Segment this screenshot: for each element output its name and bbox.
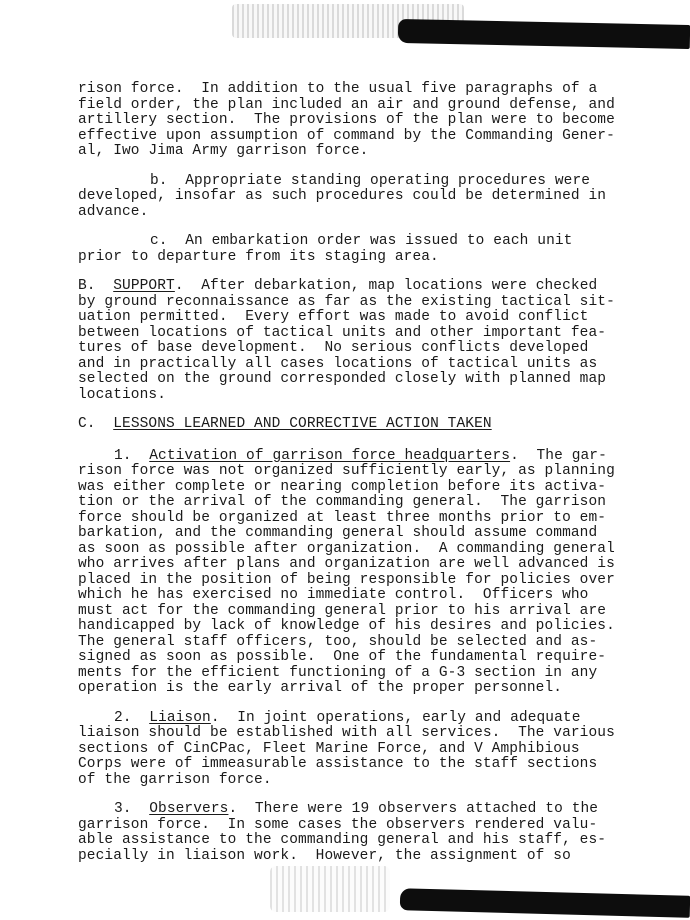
section-b-support [78,279,650,403]
text-line: able assistance to the commanding general and his staff, es- [78,832,607,848]
text-line: rison force was not organized sufficiently early, as planning [78,463,615,479]
text-line: must act for the commanding general prior to his arrival are [78,602,607,619]
text-line: Corps were of immeasurable assistance to the staff sections [78,756,598,772]
text-line: 3. Observers. There were 19 observers attached to the [114,801,599,817]
text-line: handicapped by lack of knowledge of his desires and policies. [78,618,615,634]
section-heading: SUPPORT [113,278,175,294]
text-line: tures of base development. No serious conflicts developed [78,340,589,356]
section-label: C. [78,416,96,432]
text-line: operation is the early arrival of the proper personnel. [78,680,563,696]
text-line: between locations of tactical units and other important fea- [78,324,607,341]
text-line: field order, the plan included an air and ground defense, and [78,96,615,113]
lesson-title: Observers [149,801,229,817]
redaction-bar-bottom [400,888,690,918]
text-line: garrison force. In some cases the observers rendered valu- [78,816,598,833]
text-line: c. An embarkation order was issued to each unit [150,233,573,249]
text-line [78,417,650,433]
text-line: as soon as possible after organization. A commanding general [78,540,615,557]
text-line: sections of CinCPac, Fleet Marine Force, and V Amphibious [78,740,580,757]
text-line: of the garrison force. [78,771,272,788]
paragraph-label: 2. [114,709,132,726]
text-line: developed, insofar as such procedures could be determined in [78,188,607,204]
text-line: liaison should be established with all services. The various [78,725,615,741]
text-line: rison force. In addition to the usual five paragraphs of a [78,81,598,97]
continuation-paragraph [78,82,650,160]
section-label: B. [78,278,96,294]
text-line: force should be organized at least three months prior to em- [78,509,607,526]
text-line: uation permitted. Every effort was made to avoid conflict [78,309,589,325]
section-heading: LESSONS LEARNED AND CORRECTIVE ACTION TAKEN [113,416,492,432]
text-line: selected on the ground corresponded closely with planned map [78,371,607,387]
text-line: was either complete or nearing completion before its activa- [78,478,607,495]
lesson-observers [78,802,650,864]
paragraph-label: 3. [114,801,132,817]
lesson-title: Liaison [149,709,211,726]
text-line: artillery section. The provisions of the plan were to become [78,112,615,128]
text-line: effective upon assumption of command by the Commanding Gener- [78,127,615,144]
text-line: placed in the position of being responsible for policies over [78,571,615,588]
section-c-heading [78,417,650,433]
text-line: b. Appropriate standing operating procedures were [150,172,591,189]
lesson-liaison [78,711,650,789]
paragraph-c [78,234,650,265]
text-line: 2. Liaison. In joint operations, early and adequate [114,709,581,726]
text-line: al, Iwo Jima Army garrison force. [78,143,369,159]
lesson-activation [78,449,650,697]
paragraph-b [78,174,650,221]
paragraph-label: b. [150,172,168,189]
text-line: The general staff officers, too, should be selected and as- [78,633,598,650]
text-line: by ground reconnaissance as far as the existing tactical sit- [78,293,615,310]
text-line: who arrives after plans and organization are well advanced is [78,556,615,572]
text-line: tion or the arrival of the commanding general. The garrison [78,494,607,510]
text-line: barkation, and the commanding general should assume command [78,525,598,541]
text-line: signed as soon as possible. One of the fundamental require- [78,649,607,665]
redaction-bar-top [398,19,690,49]
text-line: B. SUPPORT. After debarkation, map locations were checked [78,278,598,294]
text-line: and in practically all cases locations of tactical units as [78,355,598,372]
paragraph-label: c. [150,233,168,249]
document-body [78,82,650,864]
text-line: prior to departure from its staging area. [78,248,439,265]
text-line: ments for the efficient functioning of a G-3 section in any [78,664,598,681]
classification-stamp-bottom [270,866,390,912]
text-line: locations. [78,386,167,403]
text-line: pecially in liaison work. However, the assignment of so [78,847,571,864]
text-line: advance. [78,203,149,220]
lesson-title: Activation of garrison force headquarters [149,447,511,464]
text-line: 1. Activation of garrison force headquarters. The gar- [114,447,607,464]
text-line: which he has exercised no immediate control. Officers who [78,587,589,603]
paragraph-label: 1. [114,447,132,464]
